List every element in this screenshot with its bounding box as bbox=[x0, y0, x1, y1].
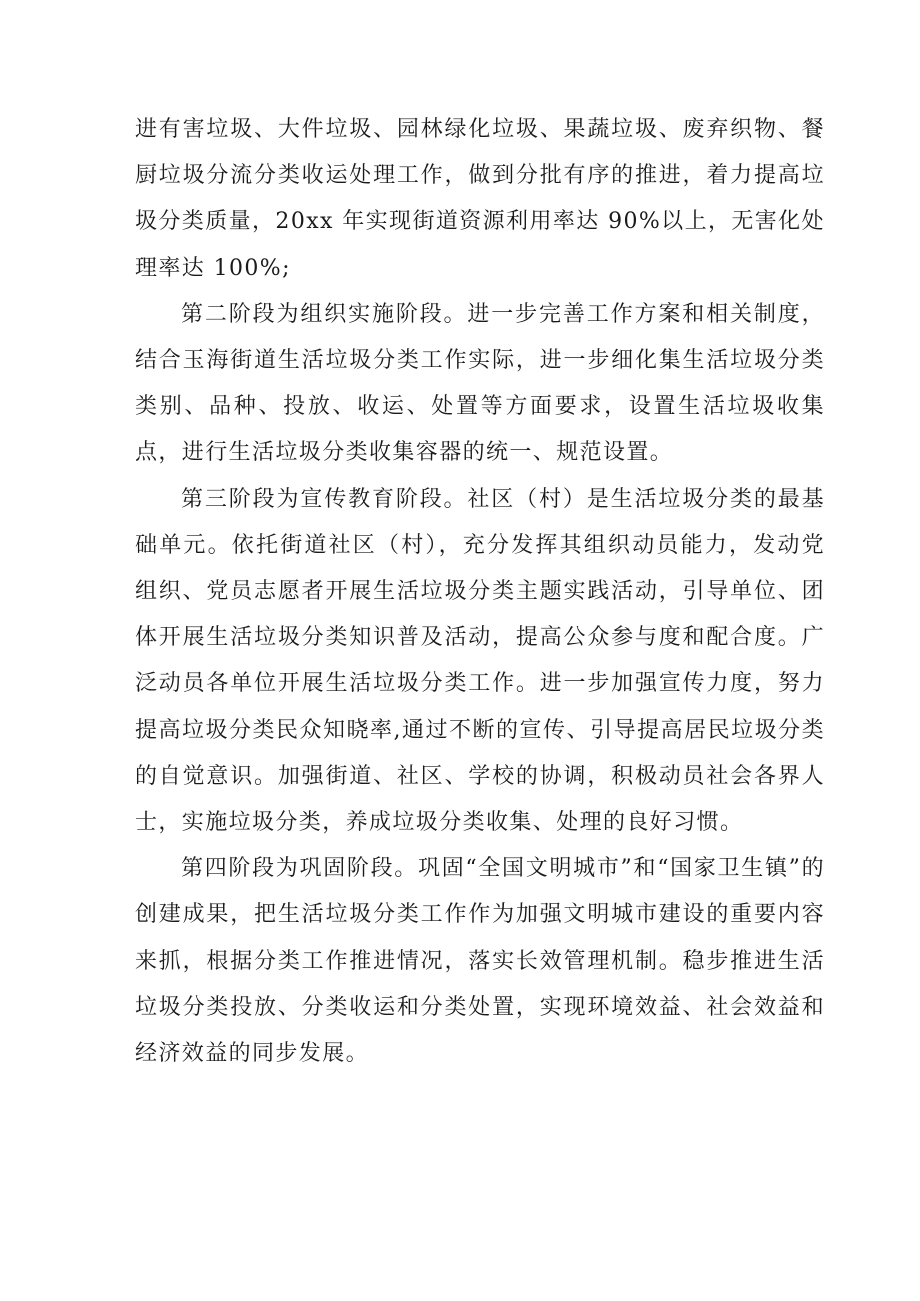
document-body bbox=[135, 107, 825, 1077]
paragraph-stage-two: 第二阶段为组织实施阶段。进一步完善工作方案和相关制度，结合玉海街道生活垃圾分类工作实际，进一步细化集生活垃圾分类类别、品种、投放、收运、处置等方面要求，设置生活垃圾收集点，进行生活垃圾分类收集容器的统一、规范设置。 bbox=[135, 301, 825, 466]
paragraph-stage-three: 第三阶段为宣传教育阶段。社区（村）是生活垃圾分类的最基础单元。依托街道社区（村），充分发挥其组织动员能力，发动党组织、党员志愿者开展生活垃圾分类主题实践活动，引导单位、团体开展生活垃圾分类知识普及活动，提高公众参与度和配合度。广泛动员各单位开展生活垃圾分类工作。进一步加强宣传力度，努力提高垃圾分类民众知晓率,通过不断的宣传、引导提高居民垃圾分类的自觉意识。加强街道、社区、学校的协调，积极动员社会各界人士，实施垃圾分类，养成垃圾分类收集、处理的良好习惯。 bbox=[135, 486, 825, 836]
paragraph-continuation: 进有害垃圾、大件垃圾、园林绿化垃圾、果蔬垃圾、废弃织物、餐厨垃圾分流分类收运处理工作，做到分批有序的推进，着力提高垃圾分类质量，20xx 年实现街道资源利用率达 90%以上，无害化处理率达 100%; bbox=[135, 117, 825, 281]
paragraph-stage-four: 第四阶段为巩固阶段。巩固“全国文明城市”和“国家卫生镇”的创建成果，把生活垃圾分类工作作为加强文明城市建设的重要内容来抓，根据分类工作推进情况，落实长效管理机制。稳步推进生活垃圾分类投放、分类收运和分类处置，实现环境效益、社会效益和经济效益的同步发展。 bbox=[135, 856, 825, 1067]
